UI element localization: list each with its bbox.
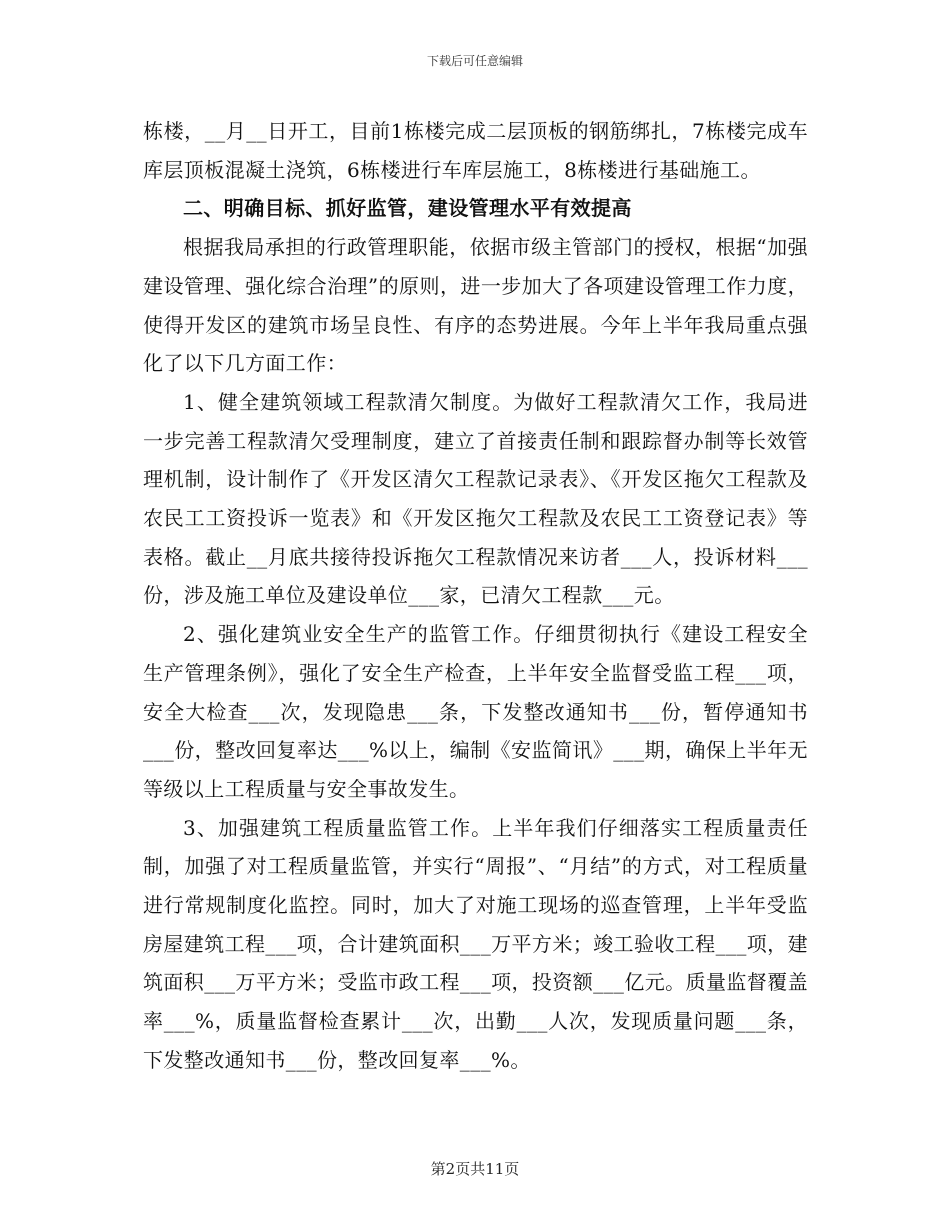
section-heading: 二、明确目标、抓好监管，建设管理水平有效提高 xyxy=(183,196,632,221)
paragraph-item-1: 1、健全建筑领域工程款清欠制度。为做好工程款清欠工作，我局进一步完善工程款清欠受理制度，建立了首接责任制和跟踪督办制等长效管理机制，设计制作了《开发区清欠工程款记录表》、《开发区拖欠工程款及农民工工资投诉一览表》和《开发区拖欠工程款及农民工工资登记表》等表格。截止__月底共接待投诉拖欠工程款情况来访者___人，投诉材料___份，涉及施工单位及建设单位___家，已清欠工程款___元。 xyxy=(143,389,808,608)
paragraph-intro: 根据我局承担的行政管理职能，依据市级主管部门的授权，根据“加强建设管理、强化综合治理”的原则，进一步加大了各项建设管理工作力度，使得开发区的建筑市场呈良性、有序的态势进展。今年上半年我局重点强化了以下几方面工作： xyxy=(143,235,808,376)
document-body xyxy=(143,112,808,1080)
page-number: 第2页共11页 xyxy=(430,1160,520,1178)
paragraph-continuation: 栋楼，__月__日开工，目前1栋楼完成二层顶板的钢筋绑扎，7栋楼完成车库层顶板混凝土浇筑，6栋楼进行车库层施工，8栋楼进行基础施工。 xyxy=(143,119,808,182)
page-header: 下载后可任意编辑 xyxy=(426,54,523,68)
paragraph-item-2: 2、强化建筑业安全生产的监管工作。仔细贯彻执行《建设工程安全生产管理条例》，强化了安全生产检查，上半年安全监督受监工程___项，安全大检查___次，发现隐患___条，下发整改通知书___份，暂停通知书___份，整改回复率达___%以上，编制《安监简讯》___期，确保上半年无等级以上工程质量与安全事故发生。 xyxy=(143,622,808,801)
paragraph-item-3: 3、加强建筑工程质量监管工作。上半年我们仔细落实工程质量责任制，加强了对工程质量监管，并实行“周报”、“月结”的方式，对工程质量进行常规制度化监控。同时，加大了对施工现场的巡查管理，上半年受监房屋建筑工程___项，合计建筑面积___万平方米；竣工验收工程___项，建筑面积___万平方米；受监市政工程___项，投资额___亿元。质量监督覆盖率___%，质量监督检查累计___次，出勤___人次，发现质量问题___条，下发整改通知书___份，整改回复率___%。 xyxy=(143,815,808,1072)
